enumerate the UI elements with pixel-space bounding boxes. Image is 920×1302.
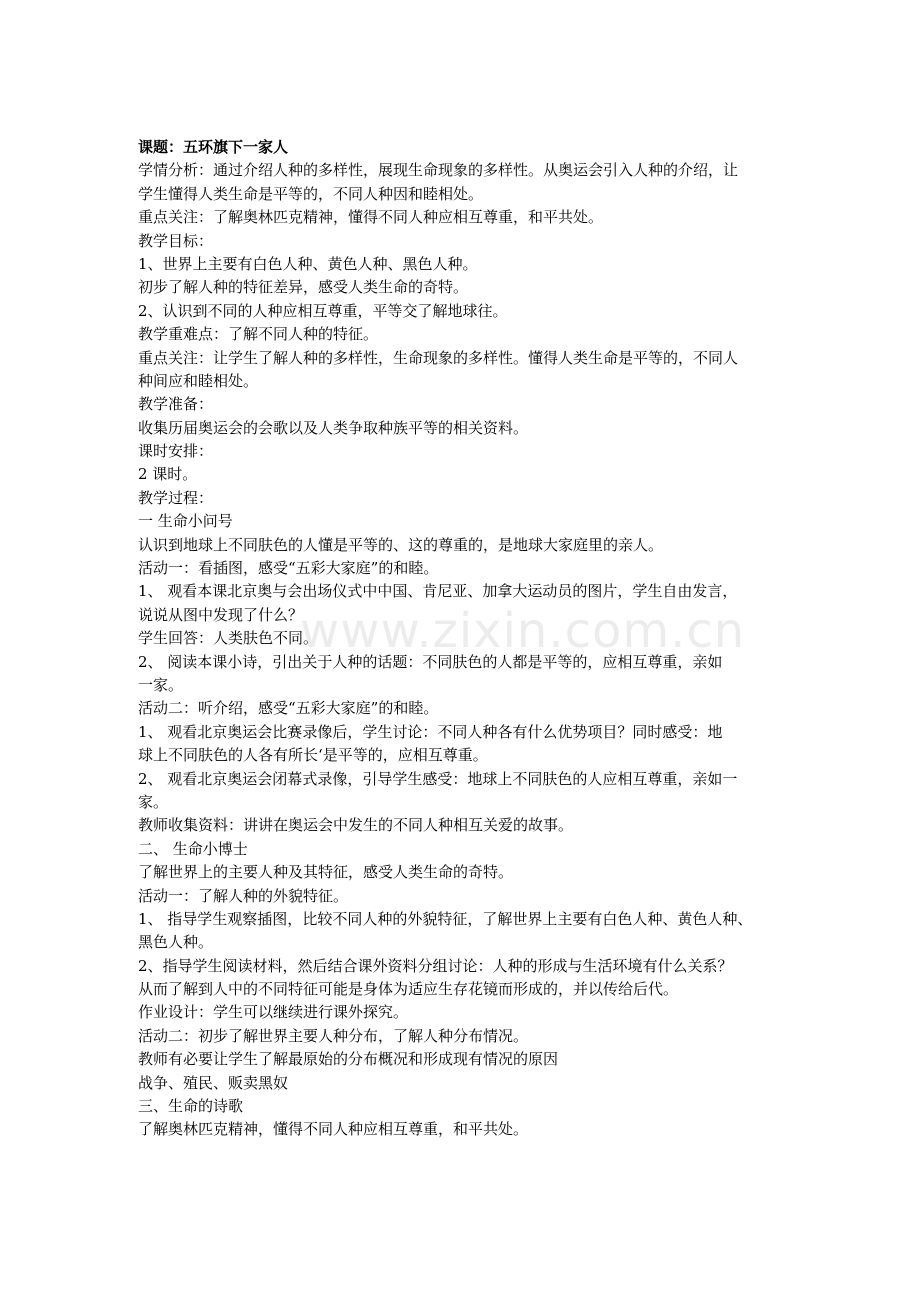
- text-line: 作业设计：学生可以继续进行课外探究。: [138, 1003, 409, 1022]
- text-line: 2、 观看北京奥运会闭幕式录像，引导学生感受：地球上不同肤色的人应相互尊重，亲如一: [138, 769, 738, 788]
- text-line: 学生回答：人类肤色不同。: [138, 629, 319, 648]
- document-body: [138, 136, 790, 1142]
- text-line: 2 课时。: [138, 465, 198, 484]
- text-line: 活动二：初步了解世界主要人种分布，了解人种分布情况。: [138, 1026, 529, 1045]
- text-line: 课时安排：: [138, 442, 214, 461]
- text-line: 学情分析：通过介绍人种的多样性，展现生命现象的多样性。从奥运会引入人种的介绍，让: [138, 161, 739, 180]
- section-heading: 一 生命小问号: [138, 512, 233, 531]
- text-line: 教师收集资料：讲讲在奥运会中发生的不同人种相互关爱的故事。: [138, 816, 574, 835]
- watermark: www.zixin.com.cn: [300, 603, 746, 659]
- text-line: 认识到地球上不同肤色的人懂是平等的、这的尊重的，是地球大家庭里的亲人。: [138, 535, 664, 554]
- text-line: 活动二：听介绍，感受“五彩大家庭”的和睦。: [138, 699, 439, 718]
- text-line: 教师有必要让学生了解最原始的分布概况和形成现有情况的原因: [138, 1050, 559, 1069]
- text-line: 收集历届奥运会的会歌以及人类争取种族平等的相关资料。: [138, 418, 529, 437]
- text-line: 黑色人种。: [138, 933, 214, 952]
- text-line: 球上不同肤色的人各有所长‘是平等的，应相互尊重。: [138, 746, 488, 765]
- text-line: 重点关注：了解奥林匹克精神，懂得不同人种应相互尊重，和平共处。: [138, 208, 604, 227]
- text-line: 战争、殖民、贩卖黑奴: [138, 1073, 289, 1092]
- section-heading: 三、生命的诗歌: [138, 1097, 244, 1116]
- text-line: 重点关注：让学生了解人种的多样性，生命现象的多样性。懂得人类生命是平等的，不同人: [138, 348, 739, 367]
- text-line: 1、 观看本课北京奥与会出场仪式中中国、肯尼亚、加拿大运动员的图片，学生自由发言，: [138, 582, 738, 601]
- lesson-title: 课题：五环旗下一家人: [138, 138, 289, 156]
- text-line: 家。: [138, 792, 169, 811]
- text-line: 一家。: [138, 675, 184, 694]
- text-line: 了解世界上的主要人种及其特征，感受人类生命的奇特。: [138, 863, 514, 882]
- text-line: 从而了解到人中的不同特征可能是身体为适应生存花镜而形成的，并以传给后代。: [138, 980, 679, 999]
- text-line: 教学重难点：了解不同人种的特征。: [138, 325, 379, 344]
- text-line: 了解奥林匹克精神，懂得不同人种应相互尊重，和平共处。: [138, 1120, 529, 1139]
- text-line: 2、指导学生阅读材料，然后结合课外资料分组讨论：人种的形成与生活环境有什么关系？: [138, 956, 733, 975]
- text-line: 学生懂得人类生命是平等的，不同人种因和睦相处。: [138, 184, 484, 203]
- text-line: 1、 观看北京奥运会比赛录像后，学生讨论：不同人种各有什么优势项目？同时感受：地: [138, 722, 723, 741]
- text-line: 初步了解人种的特征差异，感受人类生命的奇特。: [138, 278, 469, 297]
- section-heading: 二、 生命小博士: [138, 839, 248, 858]
- text-line: 教学目标：: [138, 231, 214, 250]
- text-line: 教学过程：: [138, 488, 214, 507]
- text-line: 2、认识到不同的人种应相互尊重，平等交了解地球往。: [138, 301, 508, 320]
- text-line: 说说从图中发现了什么？: [138, 605, 304, 624]
- text-line: 教学准备：: [138, 395, 214, 414]
- text-line: 1、世界上主要有白色人种、黄色人种、黑色人种。: [138, 254, 478, 273]
- text-line: 2、 阅读本课小诗，引出关于人种的话题：不同肤色的人都是平等的，应相互尊重，亲如: [138, 652, 723, 671]
- text-line: 种间应和睦相处。: [138, 371, 259, 390]
- text-line: 活动一：看插图，感受“五彩大家庭”的和睦。: [138, 559, 439, 578]
- text-line: 1、 指导学生观察插图，比较不同人种的外貌特征，了解世界上主要有白色人种、黄色人种、: [138, 909, 753, 928]
- text-line: 活动一：了解人种的外貌特征。: [138, 886, 349, 905]
